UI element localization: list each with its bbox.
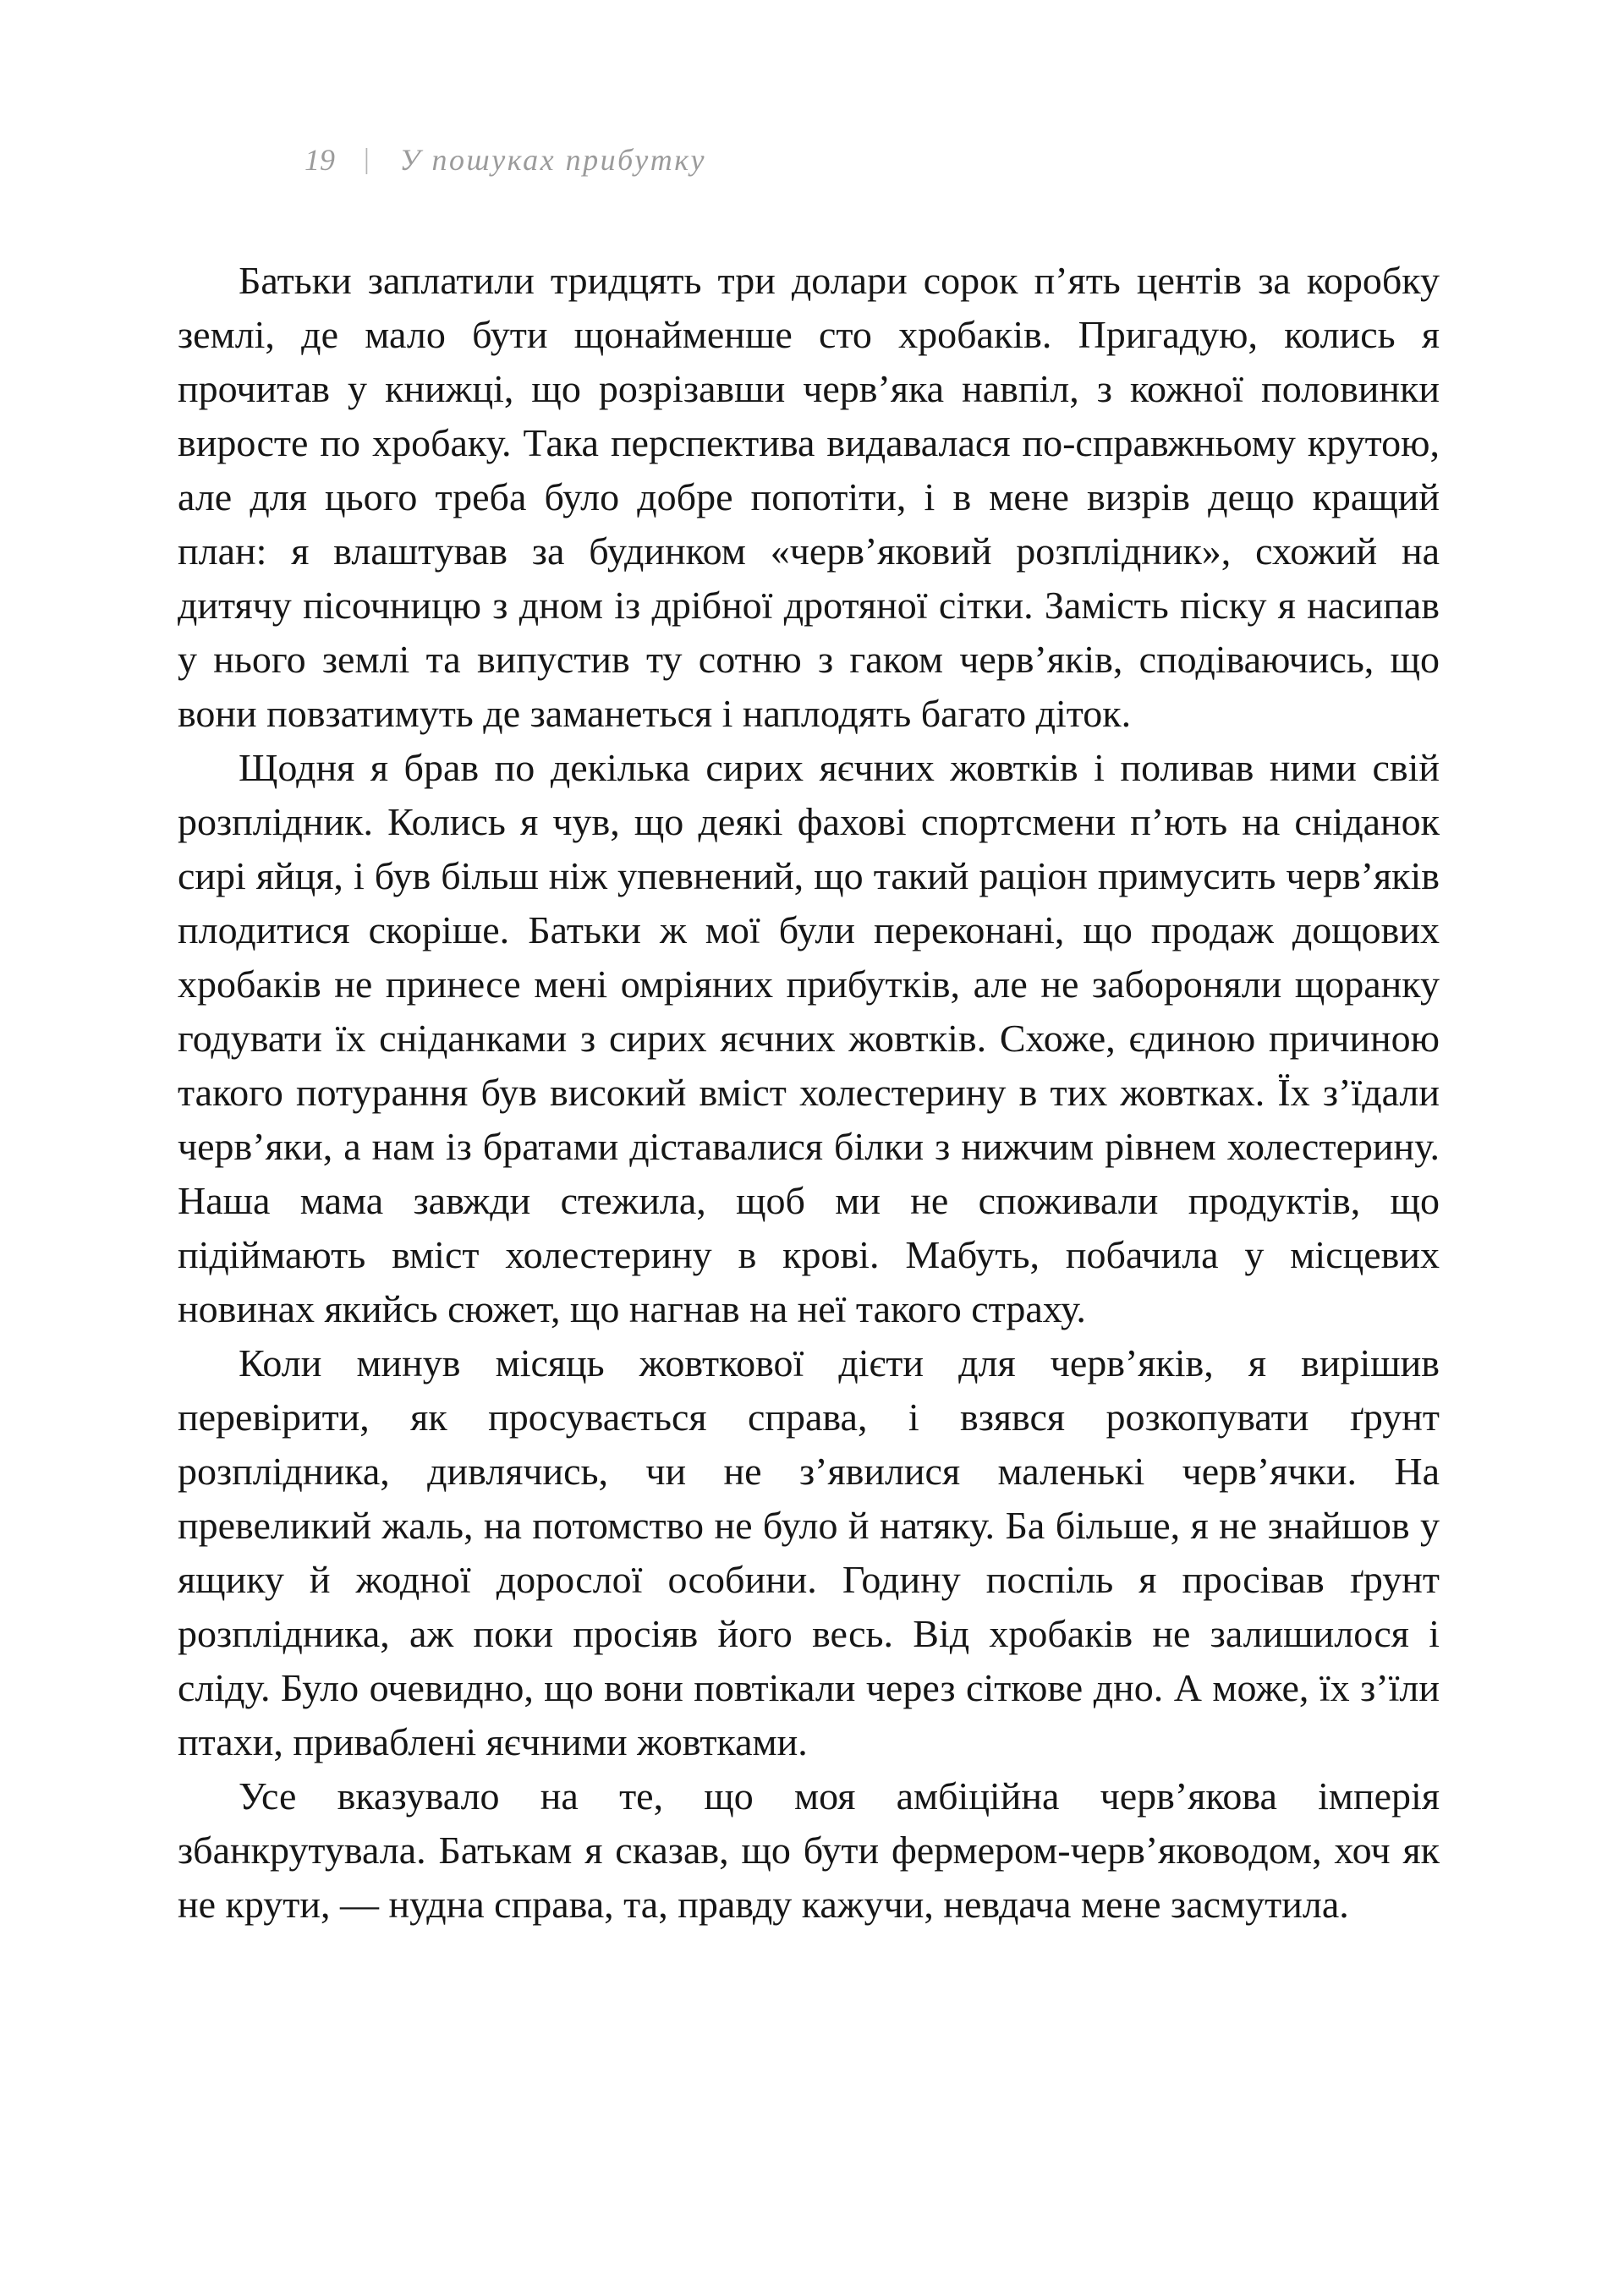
header-separator: | [364, 144, 371, 175]
paragraph: Батьки заплатили тридцять три долари сорок п’ять центів за коробку землі, де мало бути щонайменше сто хробаків. Пригадую, колись я прочитав у книжці, що розрізавши черв’яка навпіл, з кожної половинки виросте по хробаку. Така перспектива видавалася по-справжньому крутою, але для цього треба було добре попотіти, і в мене визрів дещо кращий план: я влаштував за будинком «черв’яковий розплідник», схожий на дитячу пісочницю з дном із дрібної дротяної сітки. Замість піску я насипав у нього землі та випустив ту сотню з гаком черв’яків, сподіваючись, що вони повзатимуть де заманеться і наплодять багато діток. [178, 259, 1440, 735]
text-block [178, 254, 1440, 1932]
paragraph: Коли минув місяць жовткової дієти для черв’яків, я вирішив перевірити, як просувається справа, і взявся розкопувати ґрунт розплідника, дивлячись, чи не з’явилися маленькі черв’ячки. На превеликий жаль, на потомство не було й натяку. Ба більше, я не знайшов у ящику й жодної дорослої особини. Годину поспіль я просівав ґрунт розплідника, аж поки просіяв його весь. Від хробаків не залишилося і сліду. Було очевидно, що вони повтікали через сіткове дно. А може, їх з’їли птахи, приваблені яєчними жовтками. [178, 1341, 1440, 1763]
paragraph: Усе вказувало на те, що моя амбіційна черв’якова імперія збанкрутувала. Батькам я сказав, що бути фермером-черв’яководом, хоч як не крути, — нудна справа, та, правду кажучи, невдача мене засмутила. [178, 1774, 1440, 1926]
page-number: 19 [304, 143, 335, 177]
chapter-title: У пошуках прибутку [399, 143, 707, 177]
paragraph: Щодня я брав по декілька сирих яєчних жовтків і поливав ними свій розплідник. Колись я чув, що деякі фахові спортсмени п’ють на сніданок сирі яйця, і був більш ніж упевнений, що такий раціон примусить черв’яків плодитися скоріше. Батьки ж мої були переконані, що продаж дощових хробаків не принесе мені омріяних прибутків, але не забороняли щоранку годувати їх сніданками з сирих яєчних жовтків. Схоже, єдиною причиною такого потурання був високий вміст холестерину в тих жовтках. Їх з’їдали черв’яки, а нам із братами діставалися білки з нижчим рівнем холестерину. Наша мама завжди стежила, щоб ми не споживали продуктів, що підіймають вміст холестерину в крові. Мабуть, побачила у місцевих новинах якийсь сюжет, що нагнав на неї такого страху. [178, 746, 1440, 1330]
page-header [304, 142, 706, 178]
